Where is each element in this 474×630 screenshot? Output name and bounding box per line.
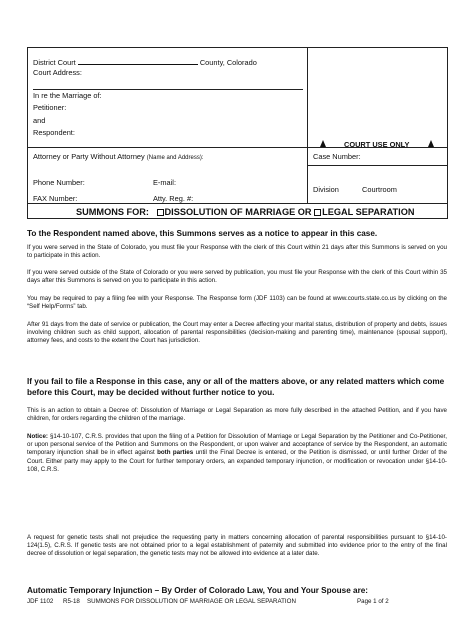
triangle-right-icon	[428, 140, 434, 147]
summons-row-divider	[27, 203, 448, 204]
paragraph-served-in-colorado: If you were served in the State of Colorado, you must file your Response with the clerk of this Court within 21 days after this Summons is served on you to participate in this action.	[27, 244, 447, 260]
footer-form-title: SUMMONS FOR DISSOLUTION OF MARRIAGE OR LEGAL SEPARATION	[87, 598, 296, 605]
division-label: Division	[313, 185, 339, 194]
paragraph-filing-fee: You may be required to pay a filing fee with your Response. The Response form (JDF 1103) can be found at www.courts.state.co.us by clicking on the “Self Help/Forms” tab.	[27, 295, 447, 311]
county-name-blank	[78, 58, 198, 65]
atty-reg-label: Atty. Reg. #:	[153, 194, 194, 203]
triangle-left-icon	[320, 140, 326, 147]
summons-for-label: SUMMONS FOR:	[76, 207, 149, 217]
footer-form-id: JDF 1102	[27, 598, 54, 605]
fax-label: FAX Number:	[33, 194, 78, 203]
court-address-label: Court Address:	[33, 68, 82, 77]
paragraph-notice	[27, 433, 447, 474]
dissolution-option-label: DISSOLUTION OF MARRIAGE OR	[164, 207, 312, 217]
court-use-divider	[307, 47, 308, 203]
separation-checkbox[interactable]	[314, 209, 321, 216]
paragraph-genetic-tests: A request for genetic tests shall not prejudice the requesting party in matters concerning allocation of parental responsibilities pursuant to §14-10-124(1.5), C.R.S. If genetic tests are not obtained prior to a legal establishment of paternity and submitted into evidence prior to the entry of the final decree of dissolution or legal separation, the genetic tests may not be allowed into evidence at a later date.	[27, 534, 447, 558]
courtroom-label: Courtroom	[362, 185, 397, 194]
court-address-underline	[33, 89, 303, 90]
notice-text-a: §14-10-107, C.R.S. provides that upon the filing of a Petition for Dissolution of Marriage or Legal Separation by the Petitioner and Co-Petitioner, or upon personal service of the Petition and Summons on the Respondent, or upon waiver and acceptance of service by the Respondent, an automatic temporary injunction shall be in effect against	[27, 433, 447, 457]
respondent-label: Respondent:	[33, 128, 75, 137]
phone-label: Phone Number:	[33, 178, 85, 187]
notice-both-parties: both parties	[157, 449, 194, 457]
automatic-injunction-heading: Automatic Temporary Injunction – By Order of Colorado Law, You and Your Spouse are:	[27, 586, 369, 595]
notice-text-b: until the Final Decree is entered, or the Petition is dismissed, or until further Order of the Court. Either party may apply to the Court for further temporary orders, an expanded temporary injunction, or modification or revocation under §14-10-108, C.R.S.	[27, 449, 447, 473]
separation-option-label: LEGAL SEPARATION	[322, 207, 415, 217]
paragraph-served-outside-colorado: If you were served outside of the State of Colorado or you were served by publication, you must file your Response with the clerk of this Court within 35 days after this Summons is served on you to participate in this action.	[27, 269, 447, 285]
dissolution-checkbox[interactable]	[157, 209, 164, 216]
case-number-divider	[307, 165, 448, 166]
case-number-label: Case Number:	[313, 152, 361, 161]
dissolution-option[interactable]	[157, 207, 315, 217]
paragraph-91-days: After 91 days from the date of service or publication, the Court may enter a Decree affecting your marital status, distribution of property and debts, issues involving children such as child support, allocation of parental responsibilities (decision-making and parenting time), maintenance (spousal support), attorney fees, and costs to the extent the Court has jurisdiction.	[27, 321, 447, 345]
district-court-label: District Court	[33, 58, 76, 67]
county-label: County, Colorado	[199, 58, 257, 67]
footer-revision: R5-18	[63, 598, 80, 605]
notice-heading: To the Respondent named above, this Summons serves as a notice to appear in this case.	[27, 229, 378, 238]
notice-label: Notice:	[27, 433, 48, 440]
court-use-only-label: COURT USE ONLY	[344, 140, 410, 149]
district-court-line	[33, 58, 257, 67]
and-label: and	[33, 116, 46, 125]
in-re-label: In re the Marriage of:	[33, 91, 102, 100]
petitioner-label: Petitioner:	[33, 103, 67, 112]
attorney-note: (Name and Address):	[146, 155, 204, 161]
attorney-text: Attorney or Party Without Attorney	[33, 152, 145, 161]
footer-page: Page 1 of 2	[357, 598, 389, 605]
attorney-label	[33, 152, 204, 163]
paragraph-action-decree: This is an action to obtain a Decree of: Dissolution of Marriage or Legal Separation as more fully described in the attached Petition, and if you have children, for orders regarding the children of the marriage.	[27, 407, 447, 423]
failure-heading: If you fail to file a Response in this case, any or all of the matters above, or any related matters which come before this Court, may be decided without further notice to you.	[27, 377, 445, 397]
email-label: E-mail:	[153, 178, 176, 187]
separation-option[interactable]	[314, 207, 414, 217]
summons-for-row	[76, 207, 415, 218]
